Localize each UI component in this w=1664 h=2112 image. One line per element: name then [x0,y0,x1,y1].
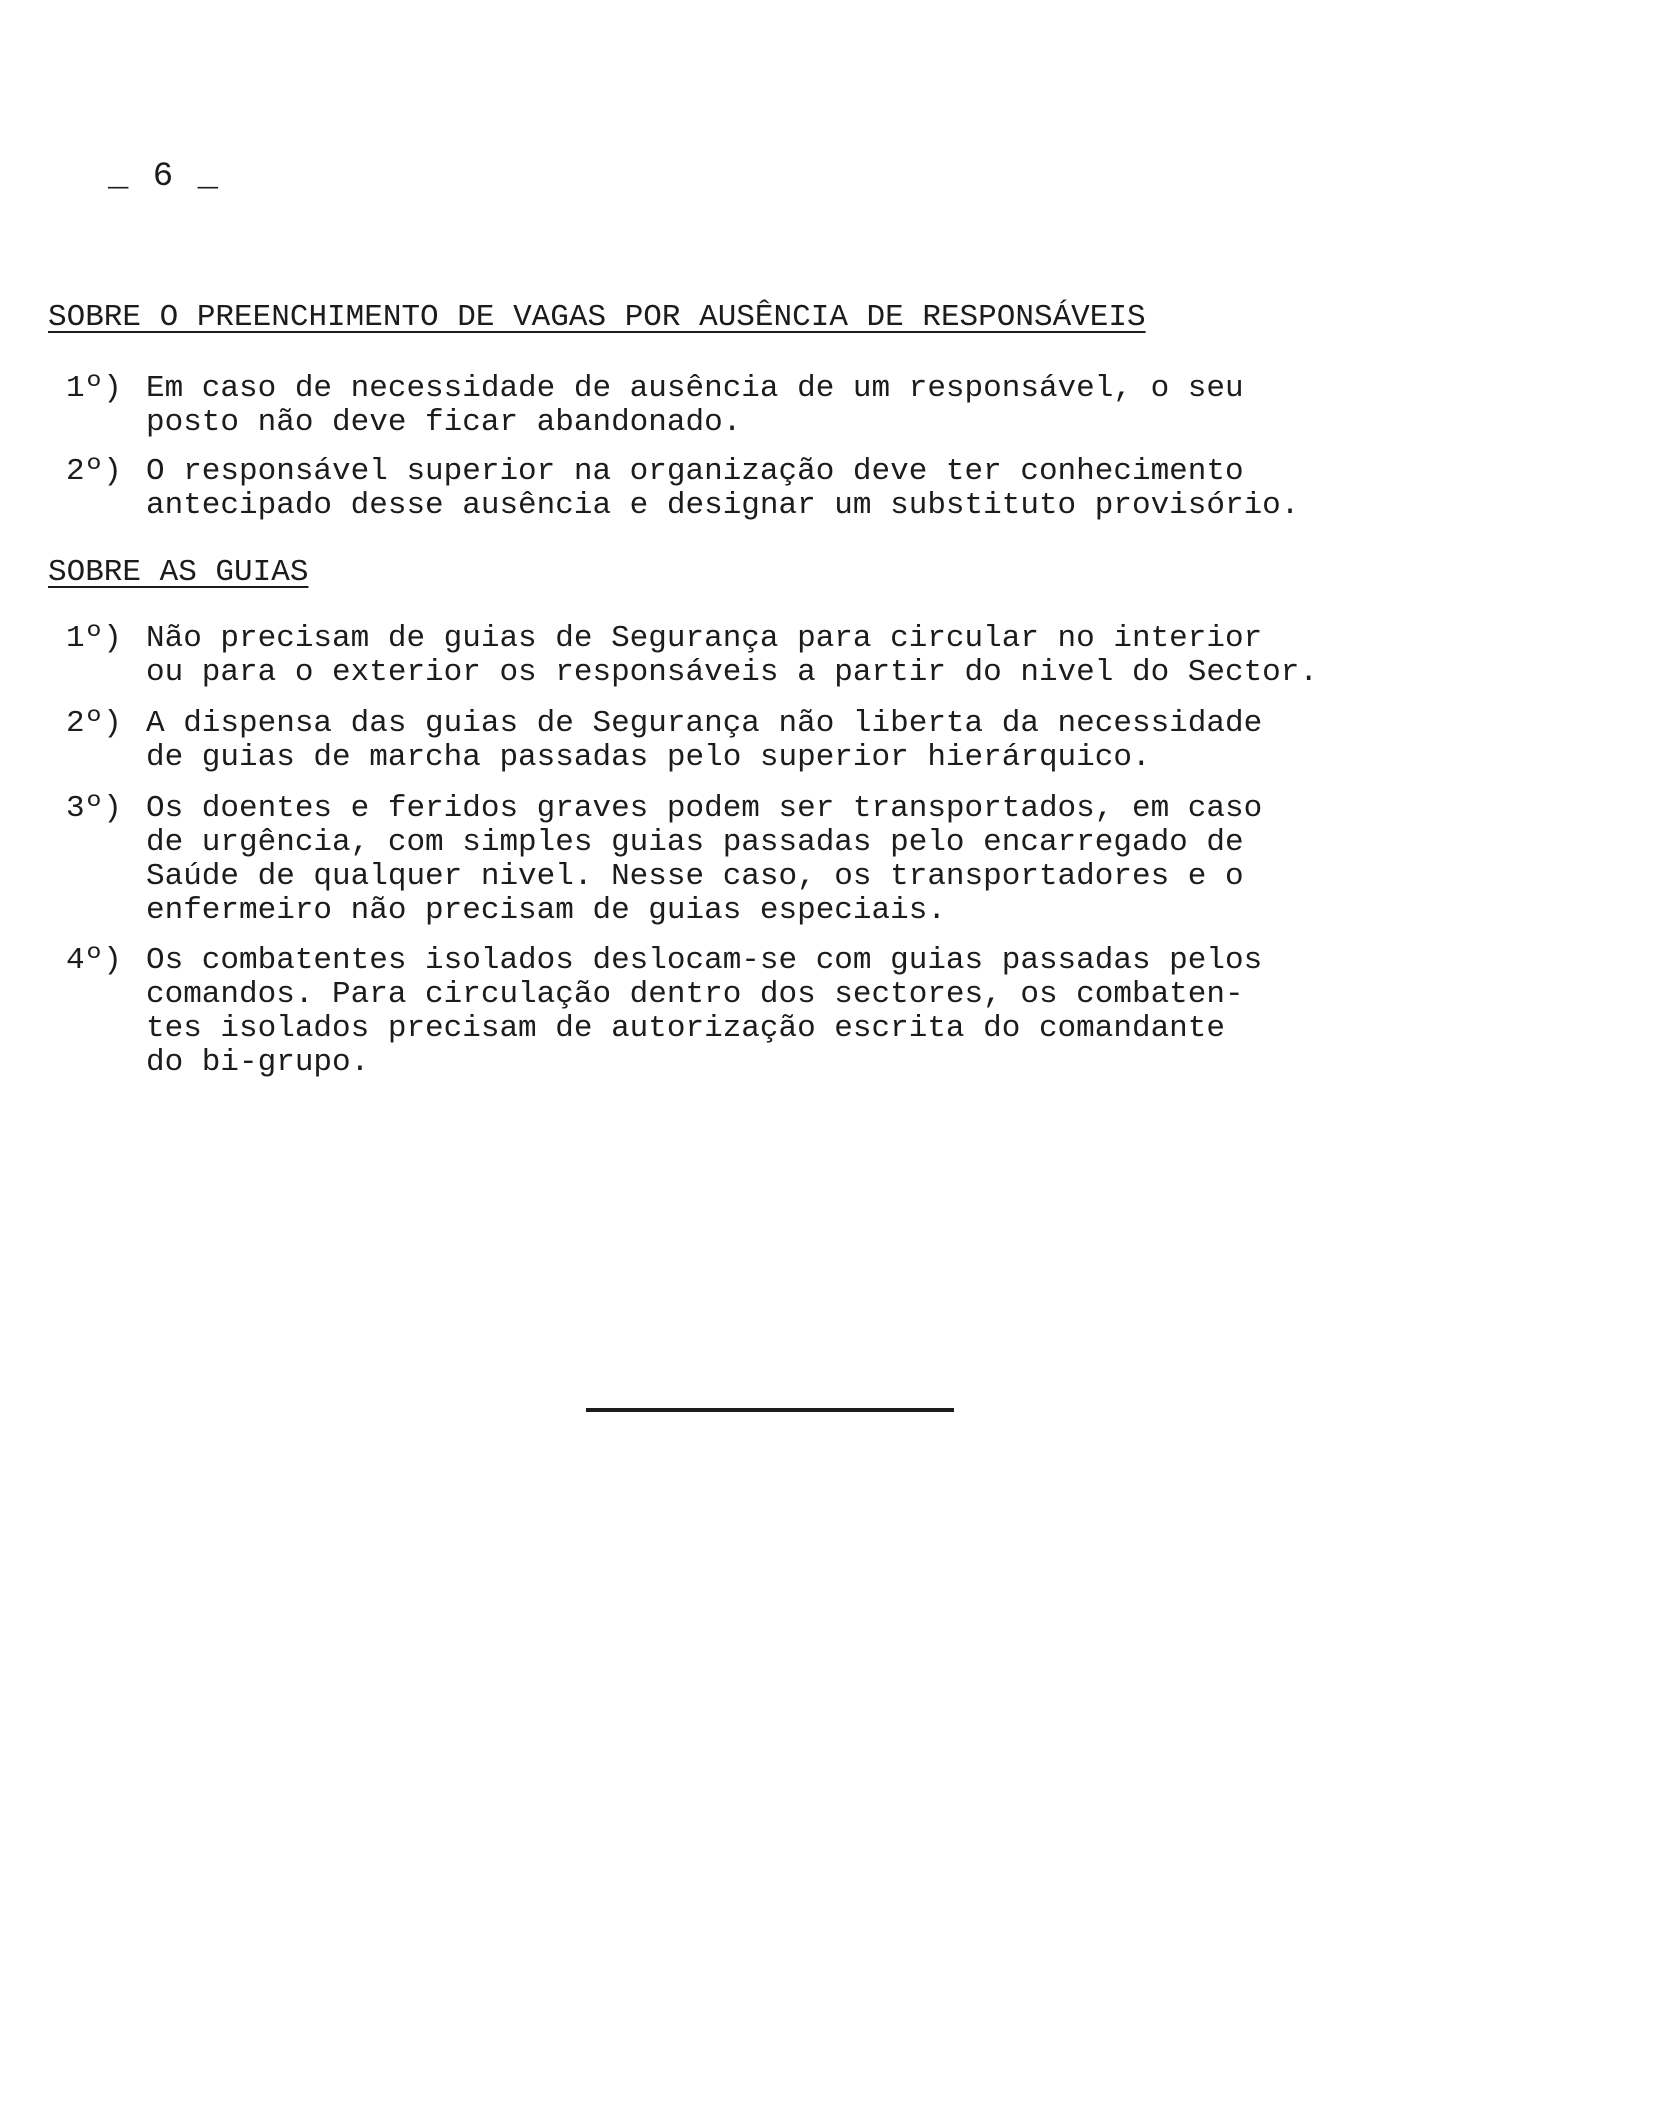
list-item [66,707,1446,775]
end-divider-line [586,1408,954,1412]
list-item [66,455,1446,523]
item-text: A dispensa das guias de Segurança não liberta da necessidade de guias de marcha passadas pelo superior hierárquico. [146,706,1263,775]
list-item [66,792,1446,928]
item-number: 2º) [66,454,122,489]
section-heading-vacancies: SOBRE O PREENCHIMENTO DE VAGAS POR AUSÊNCIA DE RESPONSÁVEIS [48,300,1146,335]
item-number: 2º) [66,706,122,741]
page-number: _ 6 _ [108,158,221,196]
item-number: 3º) [66,791,122,826]
item-text: Não precisam de guias de Segurança para circular no interior ou para o exterior os responsáveis a partir do nivel do Sector. [146,621,1318,690]
item-number: 1º) [66,621,122,656]
item-number: 4º) [66,943,122,978]
item-text: O responsável superior na organização deve ter conhecimento antecipado desse ausência e designar um substituto provisório. [146,454,1300,523]
section-heading-guides: SOBRE AS GUIAS [48,555,309,590]
list-item [66,622,1446,690]
list-item [66,372,1446,440]
item-text: Os combatentes isolados deslocam-se com guias passadas pelos comandos. Para circulação dentro dos sectores, os combaten- tes isolados precisam de autorização escrita do comandante do bi-grupo. [146,943,1263,1080]
list-item [66,944,1446,1080]
item-text: Os doentes e feridos graves podem ser transportados, em caso de urgência, com simples guias passadas pelo encarregado de Saúde de qualquer nivel. Nesse caso, os transportadores e o enfermeiro não precisam de guias especiais. [146,791,1263,928]
item-number: 1º) [66,371,122,406]
item-text: Em caso de necessidade de ausência de um responsável, o seu posto não deve ficar abandonado. [146,371,1244,440]
